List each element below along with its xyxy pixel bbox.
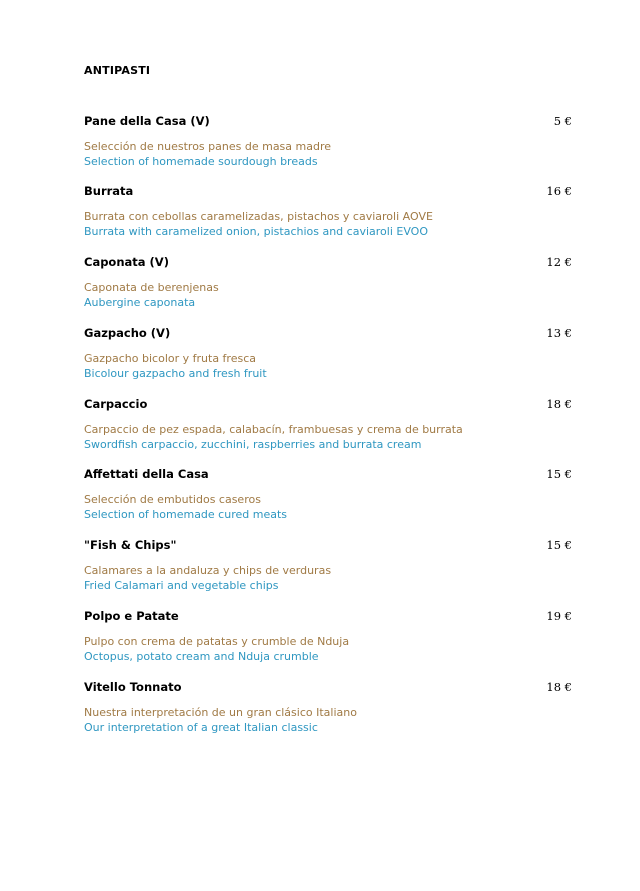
- item-price: 19 €: [546, 609, 572, 623]
- item-description-en: Our interpretation of a great Italian classic: [84, 721, 318, 734]
- item-price: 5 €: [553, 114, 572, 128]
- item-price: 16 €: [546, 184, 572, 198]
- item-description-en: Selection of homemade sourdough breads: [84, 155, 318, 168]
- item-description-es: Calamares a la andaluza y chips de verduras: [84, 564, 332, 577]
- item-name: Vitello Tonnato: [84, 680, 182, 694]
- item-description-es: Burrata con cebollas caramelizadas, pistachos y caviaroli AOVE: [84, 210, 433, 223]
- item-price: 18 €: [546, 680, 572, 694]
- item-description-es: Caponata de berenjenas: [84, 281, 219, 294]
- item-price: 13 €: [546, 326, 572, 340]
- item-name: Polpo e Patate: [84, 609, 179, 623]
- item-name: Burrata: [84, 184, 134, 198]
- item-description-en: Swordfish carpaccio, zucchini, raspberries and burrata cream: [84, 438, 422, 451]
- item-description-es: Gazpacho bicolor y fruta fresca: [84, 352, 256, 365]
- item-description-es: Carpaccio de pez espada, calabacín, frambuesas y crema de burrata: [84, 423, 463, 436]
- item-price: 15 €: [546, 467, 572, 481]
- item-description-en: Selection of homemade cured meats: [84, 508, 287, 521]
- item-description-es: Selección de embutidos caseros: [84, 493, 261, 506]
- section-title: ANTIPASTI: [84, 64, 151, 77]
- item-description-es: Selección de nuestros panes de masa madre: [84, 140, 332, 153]
- item-description-en: Burrata with caramelized onion, pistachios and caviaroli EVOO: [84, 225, 428, 238]
- item-name: Gazpacho (V): [84, 326, 171, 340]
- item-description-es: Pulpo con crema de patatas y crumble de Nduja: [84, 635, 350, 648]
- item-name: Carpaccio: [84, 397, 148, 411]
- item-description-en: Fried Calamari and vegetable chips: [84, 579, 279, 592]
- item-name: Affettati della Casa: [84, 467, 209, 481]
- item-description-en: Octopus, potato cream and Nduja crumble: [84, 650, 319, 663]
- item-price: 18 €: [546, 397, 572, 411]
- item-price: 12 €: [546, 255, 572, 269]
- item-name: Caponata (V): [84, 255, 169, 269]
- item-description-en: Bicolour gazpacho and fresh fruit: [84, 367, 267, 380]
- item-description-en: Aubergine caponata: [84, 296, 196, 309]
- item-price: 15 €: [546, 538, 572, 552]
- item-description-es: Nuestra interpretación de un gran clásico Italiano: [84, 706, 357, 719]
- item-name: "Fish & Chips": [84, 538, 177, 552]
- item-name: Pane della Casa (V): [84, 114, 210, 128]
